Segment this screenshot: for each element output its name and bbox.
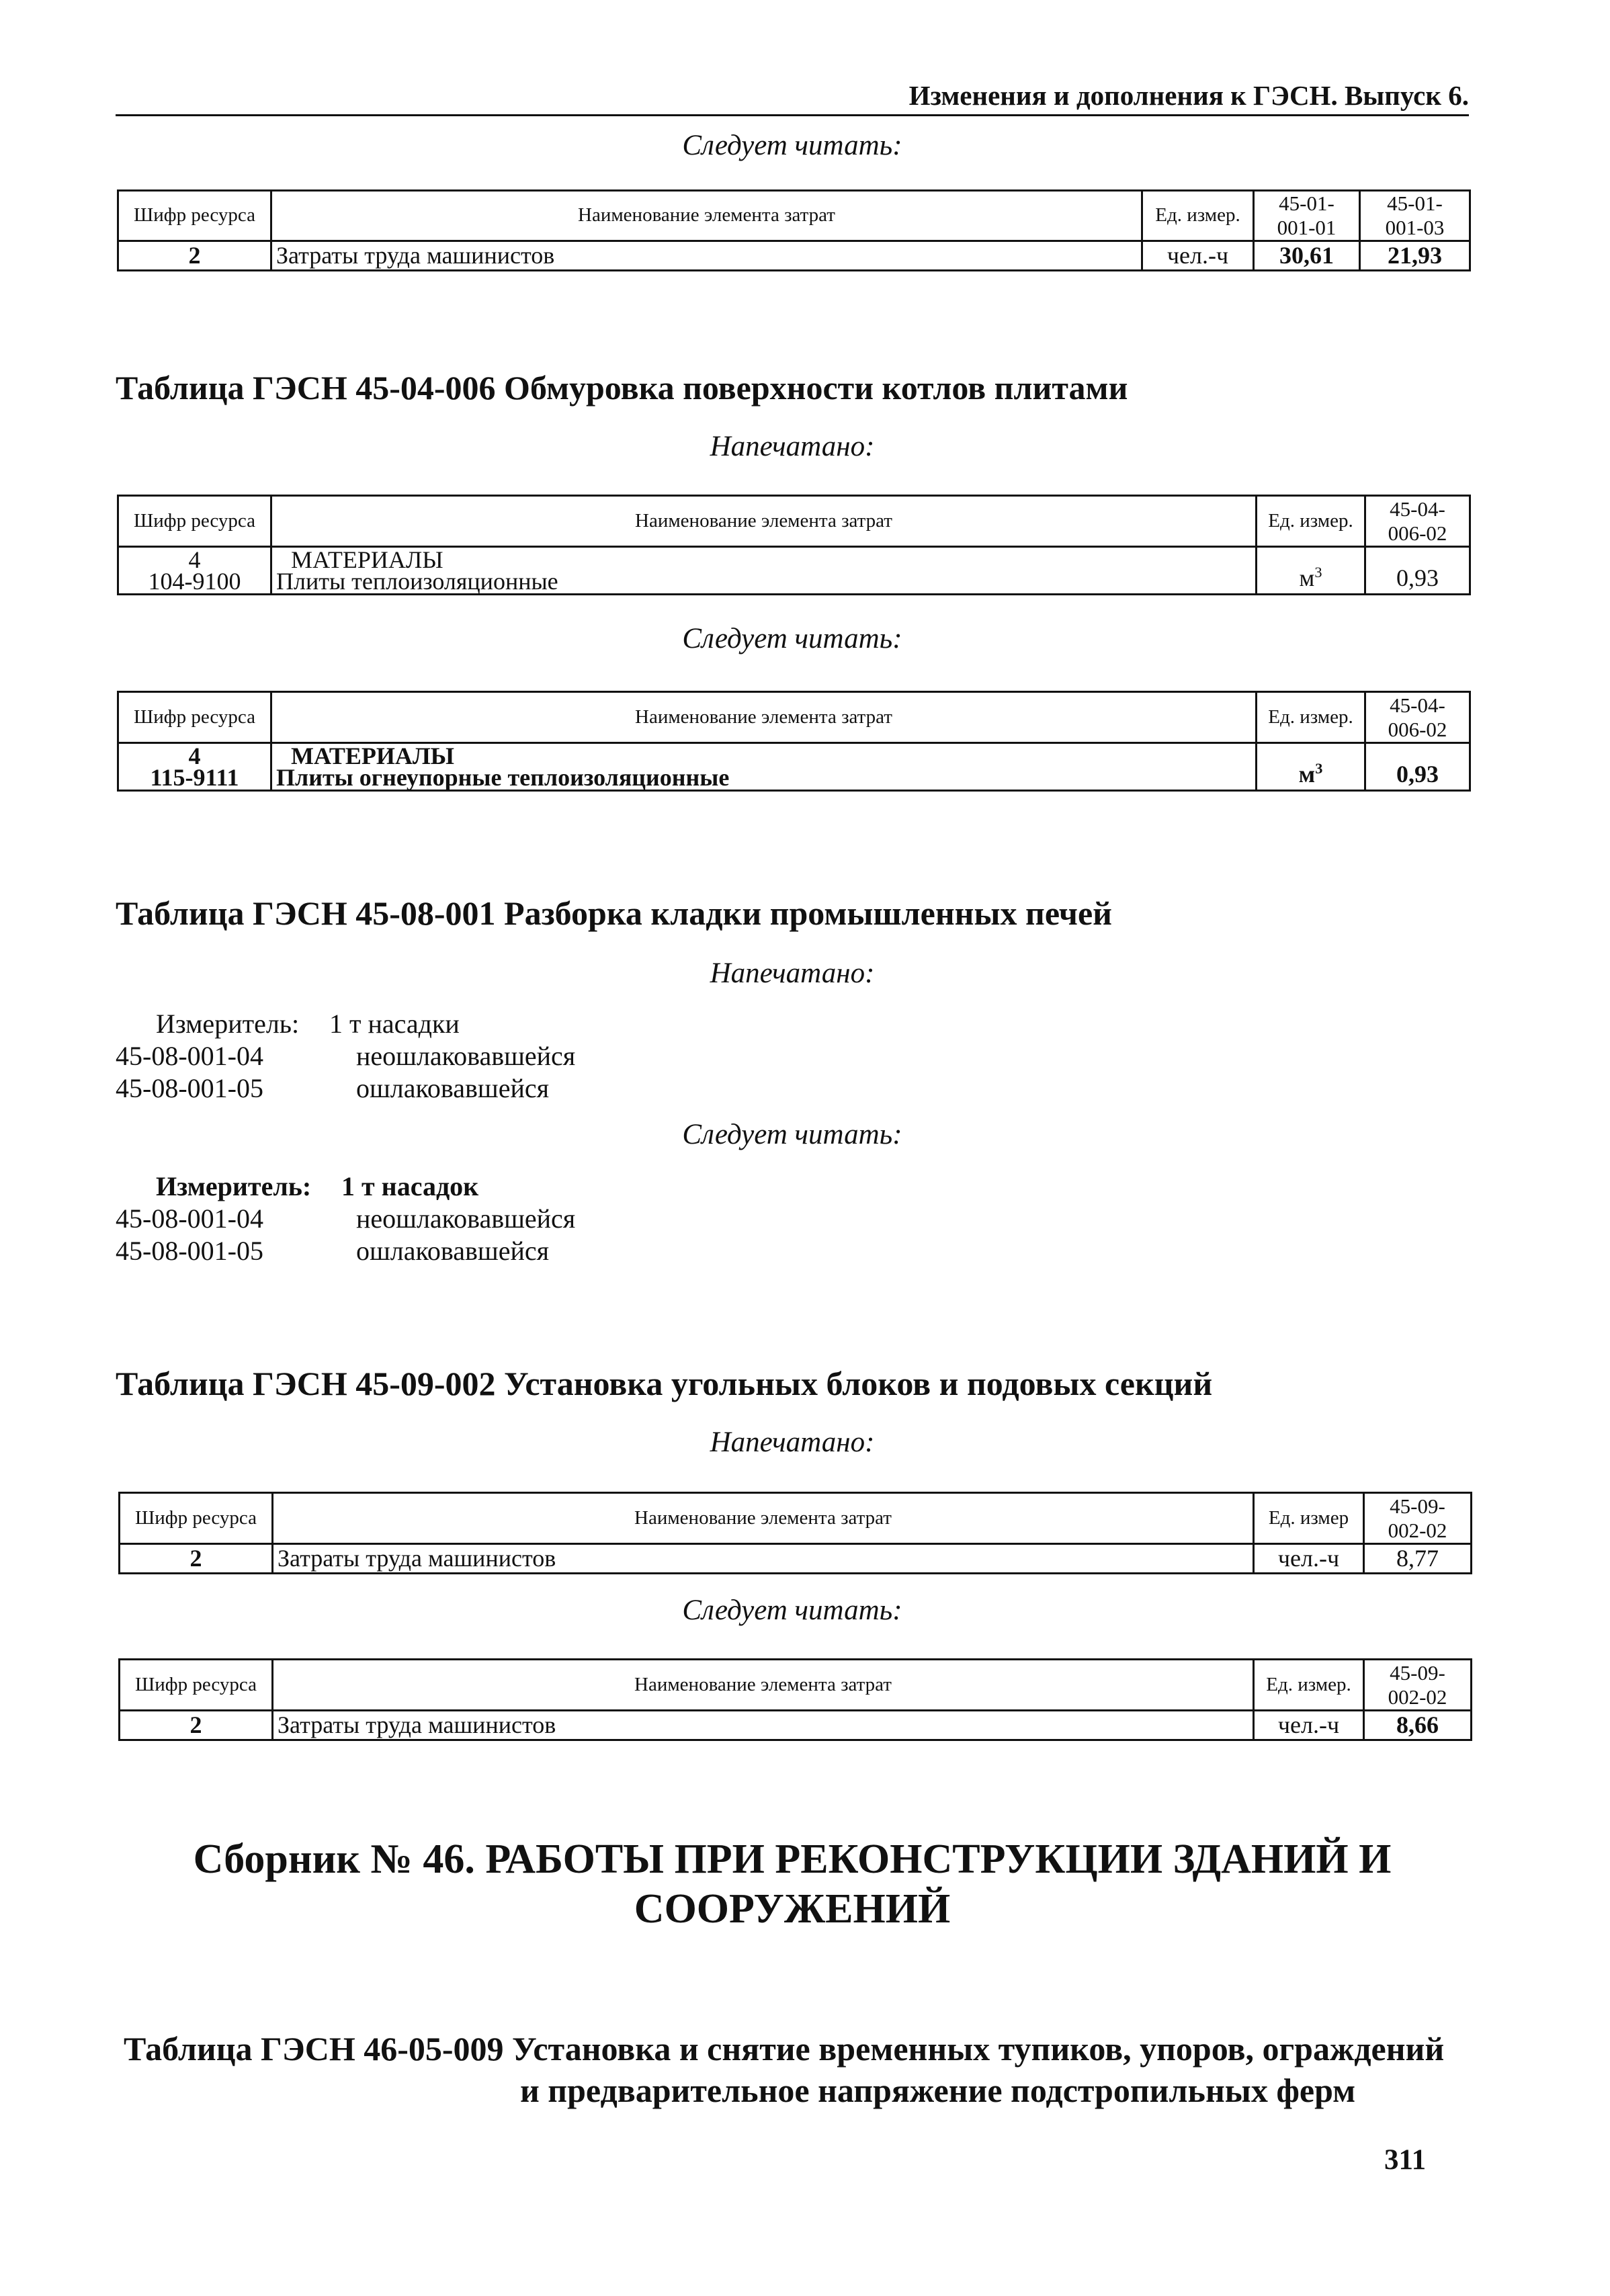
table-heading-continued: и предварительное напряжение подстропильных ферм [520, 2072, 1356, 2109]
col-header-unit: Ед. измер. [1257, 692, 1365, 743]
col-header-code: Шифр ресурса [120, 1660, 273, 1711]
table-row [118, 547, 1470, 595]
section-title-line: СООРУЖЕНИЙ [634, 1886, 951, 1932]
norm-description: ошлаковавшейся [356, 1073, 550, 1103]
table-heading: Таблица ГЭСН 46-05-009 Установка и снятие временных тупиков, упоров, ограждений [124, 2030, 1445, 2068]
running-header: Изменения и дополнения к ГЭСН. Выпуск 6. [908, 80, 1469, 111]
col-header-unit: Ед. измер. [1142, 191, 1254, 241]
norm-code-part: 45-09- [1390, 1660, 1445, 1685]
col-header-name: Наименование элемента затрат [273, 1493, 1254, 1544]
measure-block-printed [116, 1008, 788, 1105]
col-header-unit: Ед. измер [1254, 1493, 1364, 1544]
resource-table-top [117, 189, 1471, 271]
printed-label: Напечатано: [710, 431, 875, 462]
norm-code-part: 001-03 [1385, 216, 1445, 239]
norm-code-part: 45-09- [1390, 1494, 1445, 1518]
norm-code-part: 001-01 [1277, 216, 1337, 239]
measure-label: Измеритель: [156, 1171, 312, 1201]
group-code: 4 [188, 742, 201, 769]
norm-code-part: 45-01- [1387, 192, 1443, 216]
col-header-name: Наименование элемента затрат [271, 692, 1257, 743]
norm-code-part: 006-02 [1388, 521, 1447, 545]
col-header-name: Наименование элемента затрат [273, 1660, 1254, 1711]
col-header-code: Шифр ресурса [118, 496, 271, 547]
table-heading: Таблица ГЭСН 45-09-002 Установка угольных блоков и подовых секций [116, 1365, 1213, 1402]
col-header-norm [1364, 1493, 1472, 1544]
resource-value: 30,61 [1254, 241, 1360, 271]
resource-table-corrected [117, 691, 1471, 792]
norm-code-part: 45-04- [1390, 693, 1445, 717]
resource-unit [1257, 743, 1365, 791]
header-rule [116, 114, 1469, 116]
resource-code: 104-9100 [148, 568, 241, 595]
resource-value: 8,66 [1364, 1711, 1472, 1740]
norm-description: неошлаковавшейся [356, 1041, 576, 1071]
col-header-unit: Ед. измер. [1257, 496, 1365, 547]
col-header-unit: Ед. измер. [1254, 1660, 1364, 1711]
col-header-code: Шифр ресурса [118, 191, 271, 241]
norm-row [116, 1203, 788, 1235]
norm-description: ошлаковавшейся [356, 1236, 550, 1266]
table-row [120, 1544, 1472, 1574]
col-header-norm [1254, 191, 1360, 241]
resource-name-cell [271, 743, 1257, 791]
table-header-row [118, 496, 1470, 547]
table-row [120, 1711, 1472, 1740]
resource-unit: чел.-ч [1254, 1544, 1364, 1574]
norm-code-part: 006-02 [1388, 717, 1447, 741]
unit-sup: 3 [1315, 759, 1323, 777]
measure-unit-row [116, 1171, 788, 1203]
resource-code: 2 [120, 1544, 273, 1574]
col-header-norm [1365, 496, 1470, 547]
resource-value: 21,93 [1360, 241, 1470, 271]
should-read-label: Следует читать: [682, 1595, 902, 1626]
norm-code: 45-08-001-05 [116, 1236, 263, 1266]
table-row [118, 743, 1470, 791]
resource-unit [1257, 547, 1365, 595]
section-title [116, 1834, 1469, 1934]
resource-unit: чел.-ч [1142, 241, 1254, 271]
resource-code: 2 [120, 1711, 273, 1740]
norm-code-part: 45-01- [1279, 192, 1334, 216]
resource-value: 0,93 [1365, 743, 1470, 791]
unit-text: м [1298, 760, 1316, 788]
group-name: МАТЕРИАЛЫ [291, 742, 454, 769]
resource-value: 0,93 [1365, 547, 1470, 595]
table-header-row [118, 692, 1470, 743]
group-name: МАТЕРИАЛЫ [291, 546, 443, 573]
resource-table-corrected [118, 1658, 1472, 1741]
resource-name: Плиты огнеупорные теплоизоляционные [276, 764, 730, 791]
resource-name: Затраты труда машинистов [271, 241, 1142, 271]
resource-unit: чел.-ч [1254, 1711, 1364, 1740]
measure-label: Измеритель: [156, 1009, 300, 1039]
norm-row [116, 1040, 788, 1072]
should-read-label: Следует читать: [682, 1119, 902, 1150]
resource-table-printed [117, 495, 1471, 595]
norm-row [116, 1072, 788, 1105]
table-heading: Таблица ГЭСН 45-08-001 Разборка кладки промышленных печей [116, 894, 1112, 932]
resource-code-cell [118, 743, 271, 791]
resource-code: 2 [118, 241, 271, 271]
resource-name: Плиты теплоизоляционные [276, 568, 558, 595]
col-header-name: Наименование элемента затрат [271, 191, 1142, 241]
col-header-norm [1360, 191, 1470, 241]
norm-code-part: 45-04- [1390, 497, 1445, 521]
table-row [118, 241, 1470, 271]
section-title-line: Сборник № 46. РАБОТЫ ПРИ РЕКОНСТРУКЦИИ ЗДАНИЙ И [193, 1836, 1392, 1882]
resource-value: 8,77 [1364, 1544, 1472, 1574]
resource-name: Затраты труда машинистов [273, 1544, 1254, 1574]
norm-code-part: 002-02 [1388, 1685, 1447, 1709]
norm-description: неошлаковавшейся [356, 1203, 576, 1234]
resource-code: 115-9111 [150, 764, 239, 791]
col-header-norm [1365, 692, 1470, 743]
norm-code: 45-08-001-04 [116, 1041, 263, 1071]
measure-value: 1 т насадки [329, 1009, 460, 1039]
should-read-label: Следует читать: [682, 130, 902, 161]
printed-label: Напечатано: [710, 958, 875, 989]
printed-label: Напечатано: [710, 1427, 875, 1458]
measure-block-corrected [116, 1171, 788, 1267]
norm-code-part: 002-02 [1388, 1518, 1447, 1542]
col-header-code: Шифр ресурса [120, 1493, 273, 1544]
table-header-row [120, 1660, 1472, 1711]
table-header-row [120, 1493, 1472, 1544]
page-number: 311 [1384, 2144, 1427, 2176]
unit-sup: 3 [1314, 563, 1322, 581]
norm-code: 45-08-001-04 [116, 1203, 263, 1234]
col-header-code: Шифр ресурса [118, 692, 271, 743]
col-header-name: Наименование элемента затрат [271, 496, 1257, 547]
unit-text: м [1299, 564, 1315, 591]
measure-unit-row [116, 1008, 788, 1040]
resource-table-printed [118, 1492, 1472, 1574]
table-heading: Таблица ГЭСН 45-04-006 Обмуровка поверхности котлов плитами [116, 369, 1128, 407]
table-header-row [118, 191, 1470, 241]
col-header-norm [1364, 1660, 1472, 1711]
resource-code-cell [118, 547, 271, 595]
norm-row [116, 1235, 788, 1267]
group-code: 4 [188, 546, 201, 573]
should-read-label: Следует читать: [682, 623, 902, 654]
resource-name: Затраты труда машинистов [273, 1711, 1254, 1740]
resource-name-cell [271, 547, 1257, 595]
norm-code: 45-08-001-05 [116, 1073, 263, 1103]
measure-value: 1 т насадок [341, 1171, 479, 1201]
